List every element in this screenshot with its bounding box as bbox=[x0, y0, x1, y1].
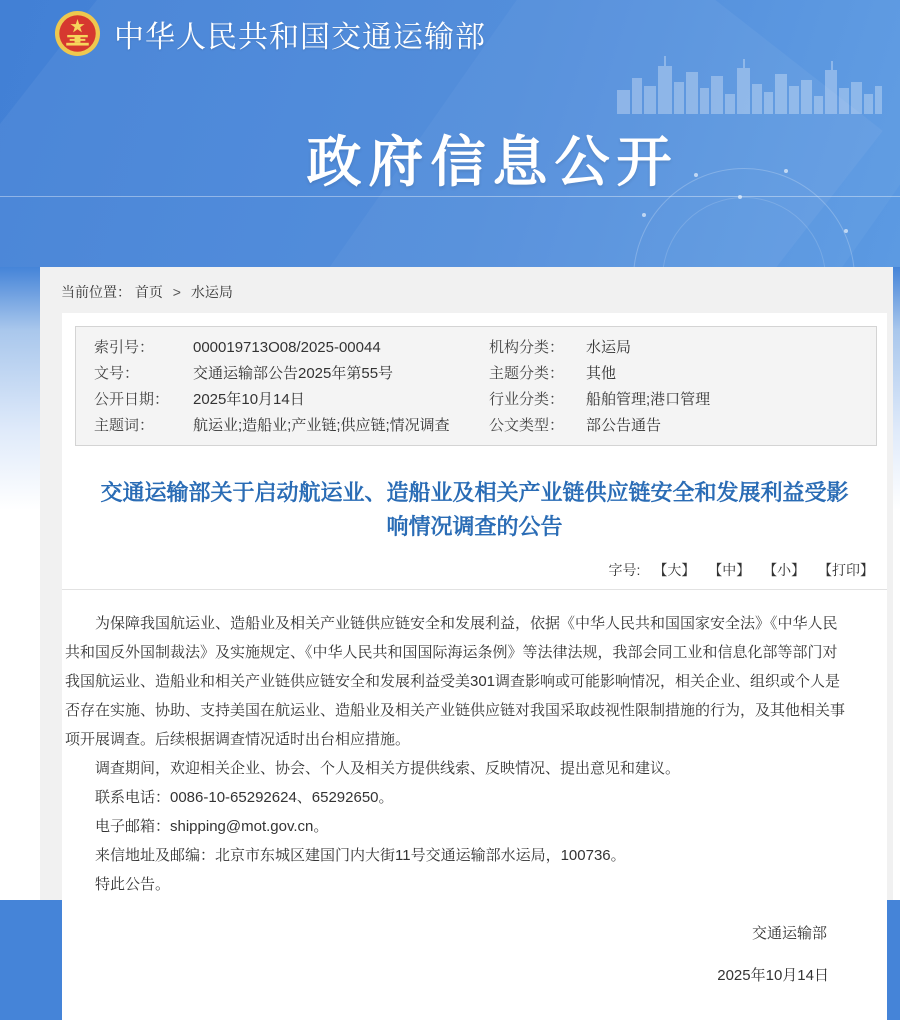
meta-label: 主题分类： bbox=[489, 364, 565, 382]
breadcrumb-current-link[interactable]: 水运局 bbox=[190, 284, 233, 300]
meta-row bbox=[76, 386, 876, 412]
font-size-medium-button[interactable]: 【中】 bbox=[708, 562, 751, 578]
meta-value: 交通运输部公告2025年第55号 bbox=[193, 364, 394, 382]
contact-email: 电子邮箱：shipping@mot.gov.cn。 bbox=[95, 818, 329, 835]
breadcrumb-label: 当前位置： bbox=[61, 284, 131, 300]
meta-value: 水运局 bbox=[586, 338, 632, 356]
publish-date: 2025年10月14日 bbox=[717, 967, 829, 984]
font-size-bar bbox=[62, 560, 874, 580]
font-size-label: 字号: bbox=[608, 562, 641, 578]
article-body bbox=[62, 590, 887, 990]
meta-table bbox=[75, 326, 877, 446]
meta-value: 000019713O08/2025-00044 bbox=[193, 338, 381, 356]
meta-value: 其他 bbox=[586, 364, 617, 382]
meta-label: 公开日期： bbox=[94, 390, 170, 408]
meta-row bbox=[76, 412, 876, 438]
meta-label: 行业分类： bbox=[489, 390, 565, 408]
meta-value: 船舶管理;港口管理 bbox=[586, 390, 711, 408]
breadcrumb bbox=[40, 267, 893, 313]
breadcrumb-separator: > bbox=[172, 284, 181, 300]
meta-label: 公文类型： bbox=[489, 416, 565, 434]
font-size-small-button[interactable]: 【小】 bbox=[763, 562, 806, 578]
contact-phone: 联系电话：0086-10-65292624、65292650。 bbox=[95, 789, 394, 806]
meta-row bbox=[76, 360, 876, 386]
contact-address: 来信地址及邮编：北京市东城区建国门内大街11号交通运输部水运局，100736。 bbox=[95, 847, 626, 864]
meta-label: 索引号： bbox=[94, 338, 155, 356]
meta-value: 部公告通告 bbox=[586, 416, 662, 434]
signature: 交通运输部 bbox=[751, 925, 827, 942]
closing-line: 特此公告。 bbox=[95, 876, 171, 893]
header-divider bbox=[0, 196, 900, 197]
meta-label: 主题词： bbox=[94, 416, 155, 434]
meta-row bbox=[76, 334, 876, 360]
meta-value: 航运业;造船业;产业链;供应链;情况调查 bbox=[193, 416, 450, 434]
meta-label: 机构分类： bbox=[489, 338, 565, 356]
document-title: 交通运输部关于启动航运业、造船业及相关产业链供应链安全和发展利益受影响情况调查的公告 bbox=[100, 480, 849, 539]
breadcrumb-home-link[interactable]: 首页 bbox=[134, 284, 163, 300]
national-emblem-icon bbox=[54, 10, 101, 57]
document-card bbox=[62, 313, 887, 1020]
print-button[interactable]: 【打印】 bbox=[818, 562, 874, 578]
banner-title: 政府信息公开 bbox=[306, 131, 679, 193]
paragraph: 为保障我国航运业、造船业及相关产业链供应链安全和发展利益，依据《中华人民共和国国家安全法》《中华人民共和国反外国制裁法》及实施规定、《中华人民共和国国际海运条例》等法律法规，我部会同工业和信息化部等部门对我国航运业、造船业和相关产业链供应链安全和发展利益受美301调查影响或可能影响情况，相关企业、组织或个人是否存在实施、协助、支持美国在航运业、造船业及相关产业链供应链对我国采取歧视性限制措施的行为，及其他相关事项开展调查。后续根据调查情况适时出台相应措施。 bbox=[65, 615, 846, 748]
meta-label: 文号： bbox=[94, 364, 140, 382]
paragraph: 调查期间，欢迎相关企业、协会、个人及相关方提供线索、反映情况、提出意见和建议。 bbox=[95, 760, 681, 777]
site-brand-link[interactable] bbox=[54, 10, 486, 57]
site-header bbox=[0, 0, 900, 267]
ministry-name: 中华人民共和国交通运输部 bbox=[114, 20, 486, 54]
city-skyline-decoration bbox=[617, 56, 882, 114]
content-panel bbox=[40, 267, 893, 984]
font-size-large-button[interactable]: 【大】 bbox=[653, 562, 696, 578]
meta-value: 2025年10月14日 bbox=[193, 390, 305, 408]
